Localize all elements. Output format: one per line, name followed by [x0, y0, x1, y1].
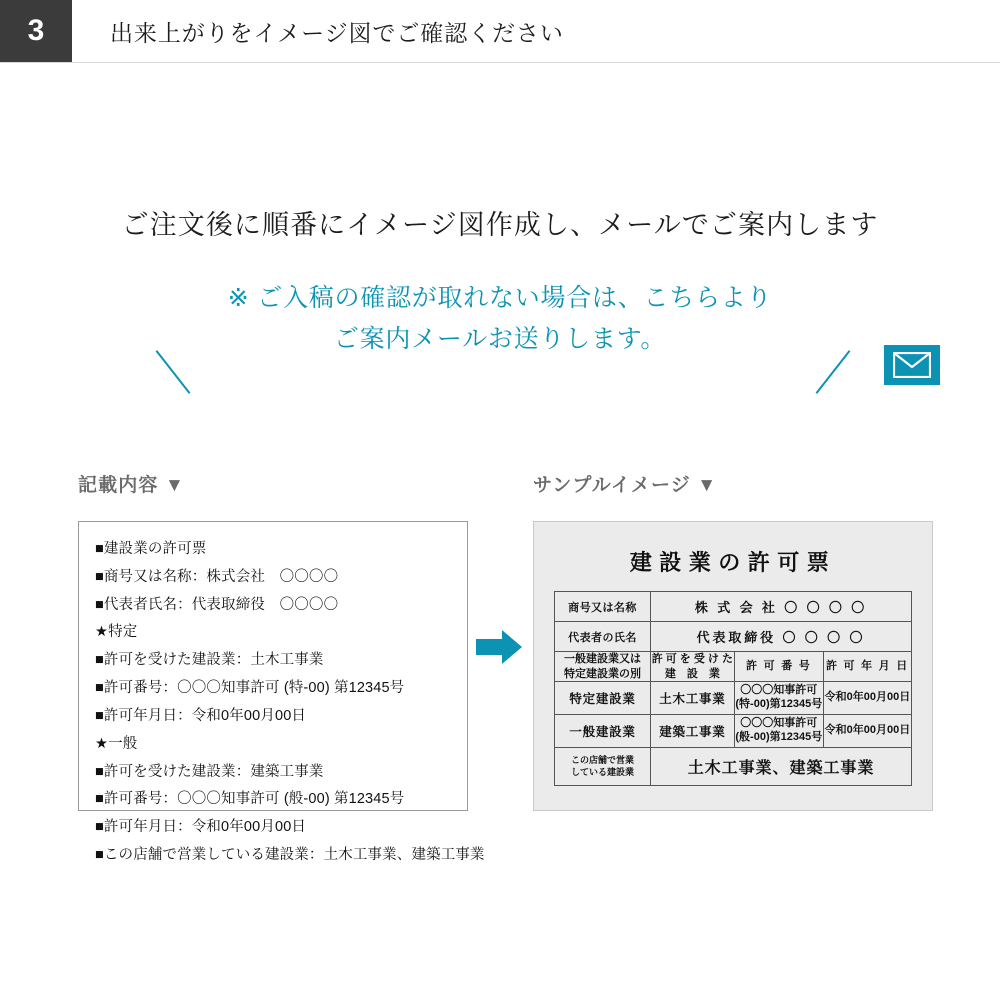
- number-line-2: (特-00)第12345号: [735, 698, 823, 710]
- lead-text: ご注文後に順番にイメージ図作成し、メールでご案内します: [121, 210, 879, 240]
- note-line-1: ※ ご入稿の確認が取れない場合は、こちらより: [227, 284, 773, 312]
- cell-header-number: 許 可 番 号: [734, 652, 823, 682]
- list-item: ■建設業の許可票: [95, 541, 207, 557]
- number-line-1: 〇〇〇知事許可: [740, 717, 818, 730]
- cell-header-type: 一般建設業又は 特定建設業の別: [555, 652, 651, 682]
- content-list-label: 記載内容 ▼: [78, 475, 185, 496]
- cell-label-shop: [555, 748, 651, 786]
- cell-value-company: 株 式 会 社 〇 〇 〇 〇: [651, 592, 912, 622]
- sample-image-label: サンプルイメージ ▼: [533, 475, 718, 496]
- cell-number-ippan: [734, 715, 823, 748]
- list-item: ■許可を受けた建設業：建築工事業: [95, 763, 324, 780]
- arrow-head: [502, 630, 522, 664]
- list-item: ■許可番号：〇〇〇知事許可 (特-00) 第12345号: [95, 680, 405, 697]
- cell-type-ippan: 一般建設業: [555, 715, 651, 748]
- list-item: ■この店舗で営業している建設業：土木工事業、建築工事業: [95, 847, 485, 864]
- list-item: ■商号又は名称：株式会社 〇〇〇〇: [95, 568, 339, 585]
- section-header: [0, 0, 1000, 62]
- plate-title: 建設業の許可票: [629, 550, 837, 575]
- number-line-1: 〇〇〇知事許可: [740, 684, 818, 697]
- page-title: 出来上がりをイメージ図でご確認ください: [110, 19, 564, 46]
- table-header-row: [555, 652, 912, 682]
- list-item: ■許可を受けた建設業：土木工事業: [95, 652, 324, 669]
- cell-type-tokutei: 特定建設業: [555, 682, 651, 715]
- cell-date-ippan: 令和0年00月00日: [823, 715, 911, 748]
- table-row: [555, 592, 912, 622]
- cell-gyoshu-tokutei: 土木工事業: [651, 682, 735, 715]
- cell-header-gyoshu: 許 可 を 受 け た 建 設 業: [651, 653, 733, 680]
- column-sample-image: [533, 470, 933, 811]
- list-item: ■代表者氏名：代表取締役 〇〇〇〇: [95, 596, 339, 613]
- list-item: ■許可年月日：令和0年00月00日: [95, 819, 307, 836]
- list-item: ■許可番号：〇〇〇知事許可 (般-00) 第12345号: [95, 791, 405, 808]
- step-number-badge: 3: [0, 0, 72, 62]
- list-item: ★特定: [95, 624, 138, 641]
- cell-value-representative: 代表取締役 〇 〇 〇 〇: [651, 622, 912, 652]
- arrow-shaft: [476, 639, 502, 655]
- number-line-2: (般-00)第12345号: [735, 731, 823, 743]
- cell-gyoshu-ippan: 建築工事業: [651, 715, 735, 748]
- content-list-box: [78, 521, 485, 864]
- envelope-icon: [884, 345, 940, 385]
- list-item: ★一般: [95, 735, 138, 752]
- cell-date-tokutei: 令和0年00月00日: [823, 682, 911, 715]
- table-row: [555, 682, 912, 715]
- sample-plate: [533, 521, 933, 811]
- cell-label-company: 商号又は名称: [555, 592, 651, 622]
- table-row: [555, 715, 912, 748]
- header-divider: [0, 62, 1000, 63]
- column-content-list: [78, 470, 485, 864]
- cell-number-tokutei: [734, 682, 823, 715]
- table-row: [555, 622, 912, 652]
- list-item: ■許可年月日：令和0年00月00日: [95, 707, 307, 724]
- shop-label-line-2: している建設業: [570, 766, 634, 777]
- content-list: [95, 536, 485, 870]
- cell-header-date: 許 可 年 月 日: [823, 652, 911, 682]
- table-row: [555, 748, 912, 786]
- cell-label-representative: 代表者の氏名: [555, 622, 651, 652]
- cell-value-shop: 土木工事業、建築工事業: [651, 748, 912, 786]
- note-line-2: ご案内メールお送りします。: [333, 325, 667, 354]
- note-text: [0, 278, 1000, 361]
- plate-table: [554, 591, 912, 786]
- shop-label-line-1: この店舗で営業: [570, 754, 634, 765]
